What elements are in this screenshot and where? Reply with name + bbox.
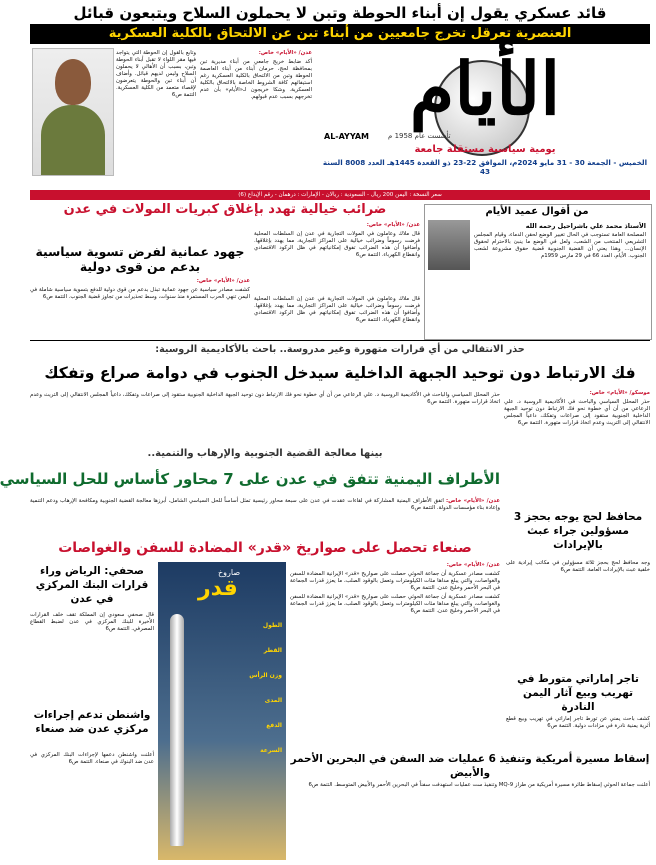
academy-body: موسكو/ «الأيام» خاص: حذر المحلل السياسي والباحث في الأكاديمية الروسية د. علي الرعاعي من أن أي خطوة نحو فك الارتباط دون توحيد الجبهة الداخلية الجنوبية ستقود إلى صراعات وتفكك، داعياً المجلس الانتقالي إلى التريث وعدم اتخاذ قرارات متهورة. التتمة ص6	[504, 390, 650, 426]
spec-diameter: القطر	[263, 647, 282, 654]
spec-warhead: وزن الرأس	[249, 672, 282, 679]
governor-body: وجه محافظ لحج بحجز ثلاثة مسؤولين في مكاتب إيرادية على خلفية عبث بالإيرادات العامة. التتمة ص6	[506, 560, 650, 573]
column-title: من أقوال عميد الأيام	[485, 206, 589, 217]
oman-headline: جهود عمانية لفرض تسوية سياسية بدعم من قوى دولية	[35, 244, 245, 274]
spec-length: الطول	[262, 622, 282, 629]
top-headline-line2: العنصرية تعرقل تخرج جامعيين من أبناء تبن عن الالتحاق بالكلية العسكرية	[108, 26, 572, 41]
washington-headline: واشنطن تدعم إجراءات مركزي عدن ضد صنعاء	[33, 709, 151, 735]
masthead-info-text: سعر النسخة : اليمن 200 ريال - السعودية : ريالان - الإمارات : درهمان - رقم الإيداع (6)	[238, 192, 442, 198]
column-author: الأستاذ محمد علي باشراحيل رحمه الله	[525, 222, 646, 230]
malls-body-2: قال ملاك وعاملون في المولات التجارية في عدن إن السلطات المحلية فرضت رسوماً وضرائب خيالية على المراكز التجارية، مما يهدد بإغلاقها. وأضافوا أن هذه الضرائب تفوق إمكانياتهم في ظل الركود الاقتصادي وانقطاع الكهرباء. التتمة ص6	[254, 296, 420, 323]
washington-body: أعلنت واشنطن دعمها لإجراءات البنك المركزي في عدن ضد البنوك في صنعاء. التتمة ص6	[30, 752, 154, 765]
academy-body-2: حذر المحلل السياسي والباحث في الأكاديمية الروسية د. علي الرعاعي من أن أي خطوة نحو فك الارتباط دون توحيد الجبهة الداخلية الجنوبية ستقود إلى صراعات وتفكك، داعياً المجلس الانتقالي إلى التريث وعدم اتخاذ قرارات متهورة. التتمة ص6	[30, 392, 500, 405]
masthead-name: الأيام	[409, 46, 561, 131]
uae-body: كشف باحث يمني عن تورط تاجر إماراتي في تهريب وبيع قطع أثرية يمنية نادرة في مزادات دولية. التتمة ص6	[506, 716, 650, 729]
riyadh-body: قال صحفي سعودي إن المملكة تقف خلف القرارات الأخيرة للبنك المركزي في عدن لضبط القطاع المصرفي. التتمة ص6	[30, 612, 154, 632]
masthead-founded: تأسست عام 1958 م	[388, 132, 451, 140]
academy-kicker: حذر الانتقالي من أي قرارات متهورة وغير مدروسة.. باحث بالأكاديمية الروسية:	[155, 344, 525, 355]
soldier-photo	[32, 48, 114, 176]
missiles-headline: صنعاء تحصل على صواريخ «قدر» المضادة للسفن والغواصات	[58, 540, 472, 556]
top-article-body-left: وتابع بالقول إن الحوطة التي يتواجد فيها مقر اللواء لا تقبل أبناء الحوطة وتبن، بسبب أن الأهالي لا يحملون السلاح وليس لديهم قبائل. وأضاف أن أبناء تبن والحوطة يتعرضون لإقصاء متعمد من الكلية العسكرية. التتمة ص6	[116, 50, 196, 98]
masthead-tagline: يومية سياسية مستقلة جامعة	[414, 144, 556, 155]
top-headline-line1: قائد عسكري يقول إن أبناء الحوطة وتبن لا يحملون السلاح ويتبعون قبائل	[73, 4, 607, 22]
malls-body: عدن/ «الأيام» خاص: قال ملاك وعاملون في المولات التجارية في عدن إن السلطات المحلية فرضت رسوماً وضرائب خيالية على المراكز التجارية، مما يهدد بإغلاقها. وأضافوا أن هذه الضرائب تفوق إمكانياتهم في ظل الركود الاقتصادي وانقطاع الكهرباء. التتمة ص6	[254, 222, 420, 258]
spec-speed: السرعة	[260, 747, 282, 754]
malls-headline: ضرائب خيالية تهدد بإغلاق كبريات المولات في عدن	[63, 202, 387, 217]
missile-graphic	[158, 562, 286, 860]
seven-points-kicker: بينها معالجة القضية الجنوبية والإرهاب والتنمية..	[147, 448, 383, 459]
missile-subtitle: صاروخ	[218, 568, 241, 577]
seven-points-headline: الأطراف اليمنية تتفق في عدن على 7 محاور كأساس للحل السياسي	[0, 470, 500, 488]
column-author-photo	[428, 220, 470, 270]
missiles-body: عدن/ «الأيام» خاص: كشفت مصادر عسكرية أن جماعة الحوثي حصلت على صواريخ «قدر» الإيرانية المضادة للسفن والغواصات، والتي يبلغ مداها مئات الكيلومترات وتعمل بالوقود الصلب، ما يعزز قدرات الجماعة في البحر الأحمر وخليج عدن. التتمة ص6 كشفت مصادر عسكرية أن جماعة الحوثي حصلت على صواريخ «قدر» الإيرانية المضادة للسفن والغواصات، والتي يبلغ مداها مئات الكيلومترات وتعمل بالوقود الصلب، ما يعزز قدرات الجماعة في البحر الأحمر وخليج عدن. التتمة ص6	[290, 562, 500, 614]
missile-body-shape	[170, 614, 184, 846]
masthead-dateline: الخميس - الجمعة 30 - 31 مايو 2024م، الموافق 22-23 ذو القعدة 1445هـ العدد 8008 السنة 43	[322, 158, 648, 176]
masthead	[318, 48, 652, 188]
oman-body: عدن/ «الأيام» خاص: كشفت مصادر سياسية عن جهود عمانية تبذل بدعم من قوى دولية للدفع بتسوية سياسية شاملة في اليمن تنهي الحرب المستمرة منذ سنوات، وسط تحذيرات من تجاوز قضية الجنوب. التتمة ص6	[30, 278, 250, 300]
top-article-tag: عدن/ «الأيام» خاص:	[258, 50, 312, 56]
spec-propulsion: الدفع	[266, 722, 282, 729]
divider	[30, 340, 650, 341]
top-article-body-right: عدن/ «الأيام» خاص: أكد ضابط خريج جامعي من أبناء مديرية تبن بمحافظة لحج، حرمان أبناء من أبناء العاصمة الحوطة وتبن من الالتحاق بالكلية العسكرية رغم استيفائهم كافة الشروط الخاصة بالالتحاق بالكلية العسكرية. وشكا خريجون لـ«الأيام» بأن عدم تخرجهم بسبب عدم قبولهم.	[200, 50, 312, 100]
column-text: المصلحة العامة تستوجب في الحال تغيير الوضع لحقن الدماء، وقيام المجلس التشريعي المنتخب من الشعب، ولعل في الوضع ما ينبئ بالاحترام لحقوق الإنسان... وهذا يعني أن القضية الجنوبية قضية حقوق مشروعة لشعب الجنوب. الأيام، العدد 66 في 29 مارس 1959م	[474, 232, 646, 259]
drone-headline: إسقاط مسيرة أمريكية وتنفيذ 6 عمليات ضد السفن في البحرين الأحمر والأبيض	[290, 753, 650, 779]
missile-title: قدر	[198, 576, 238, 601]
masthead-latin: AL-AYYAM	[324, 132, 370, 141]
uae-headline: تاجر إماراتي متورط في تهريب وبيع آثار اليمن النادرة	[517, 673, 639, 713]
governor-headline: محافظ لحج يوجه بحجز 3 مسؤولين جراء عبث بالإيرادات	[513, 511, 643, 551]
spec-range: المدى	[264, 697, 282, 704]
missile-specs	[192, 622, 282, 754]
seven-points-body: عدن/ «الأيام» خاص: اتفق الأطراف اليمنية المشاركة في لقاءات عقدت في عدن على سبعة محاور رئيسية تمثل أساساً للحل السياسي الشامل، أبرزها معالجة القضية الجنوبية ومكافحة الإرهاب ودعم التنمية وإعادة بناء مؤسسات الدولة. التتمة ص6	[30, 498, 501, 511]
drone-body: أعلنت جماعة الحوثي إسقاط طائرة مسيرة أمريكية من طراز MQ-9 وتنفيذ ست عمليات استهدفت سفناً في البحرين الأحمر والأبيض المتوسط. التتمة ص6	[308, 782, 650, 788]
riyadh-headline: صحفي: الرياض وراء قرارات البنك المركزي في عدن	[35, 565, 149, 605]
academy-headline: فك الارتباط دون توحيد الجبهة الداخلية سيدخل الجنوب في دوامة صراع وتفكك	[44, 364, 636, 382]
